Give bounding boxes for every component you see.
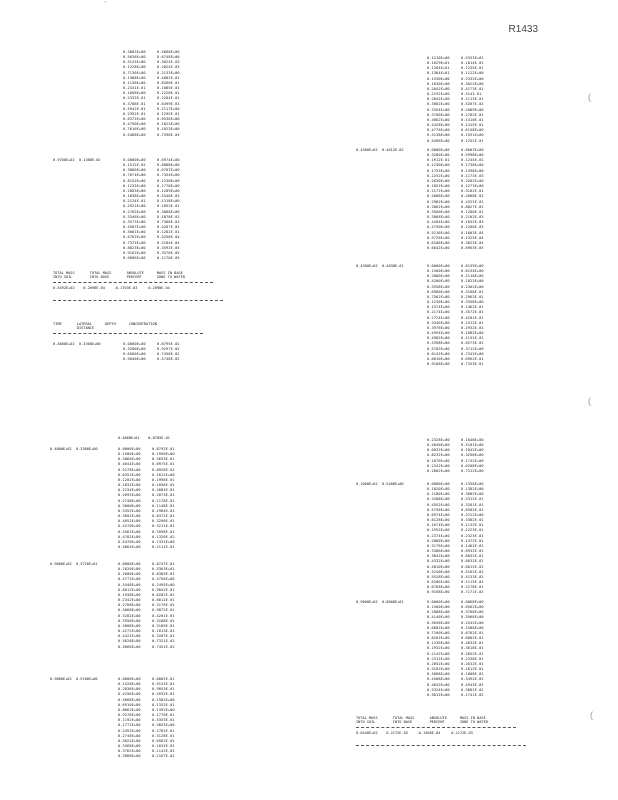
row-label: 0.4800E+02 0.3300E+00 [53, 342, 101, 346]
divider [356, 727, 516, 728]
margin-mark: ( [590, 710, 593, 720]
margin-mark: ( [588, 92, 591, 102]
row-label: 0.9800E+02 0.3720E+01 [50, 562, 98, 566]
value-column: 0.8795E-02 0.9297E-02 0.7456E-02 0.5748E-02 [157, 342, 180, 362]
row-label: 0.4868E+01 0.8785E-01 [118, 436, 170, 440]
row-label: 0.9700E+02 0.1388E-02 [53, 158, 101, 162]
value-column: 0.0000E+00 0.1500E+00 0.3860E+00 0.4644E+00 0.5278E+00 0.6352E+00 0.1202E+00 0.1832E+00 0.2234E+00 0.2692E+00 0.2748E+00 0.3000E+00 0.3352E+00 0.3602E+00 0.4052E+00 0.4270E+00 0.4562E+00 0.4782E+00 0.5476E+00 0.5664E+00 [118, 447, 141, 549]
row-label: 0.9800E+02 0.5100E+00 [50, 677, 98, 681]
summary-headers: TOTAL MASS TOTAL MASS ABSOLUTE MASS IN BASE INTO SOIL INTO BASE PERCENT ZONE TO WATER [53, 271, 185, 280]
row-label: 0.4300E+02 0.4838E-01 [356, 264, 404, 268]
row-label: 0.4300E+02 0.4612E-02 [356, 148, 404, 152]
divider [53, 333, 203, 334]
value-column: 0.2328E+00 0.4040E+00 0.6032E+00 0.8232E+00 0.1870E+00 0.2342E+00 0.2802E+00 [427, 438, 450, 473]
value-column: 0.5666E+00 0.6748E+00 0.3024E-03 0.2824E-03 0.2133E+00 0.4082E-01 0.8260E-01 0.1085E-01 0.1228E-01 0.2204E-01 0.6499E-01 0.2117E+00 0.1295E-01 0.6536E+00 0.1823E+00 0.1023E+00 0.7396E-04 [157, 50, 180, 137]
page-id: R1433 [508, 24, 538, 35]
divider [53, 300, 223, 301]
value-column: 0.8792E-01 0.1956E+00 0.3653E-01 0.8975E-01 0.8926E-01 0.2012E+00 0.1998E-01 0.1058E-01 0.4884E-01 0.2073E-01 0.1178E-01 0.1148E-01 0.1984E-01 0.8472E-01 0.3298E-01 0.3211E-01 0.3998E-01 0.1326E-02 0.7431E+00 0.2111E-01 [152, 447, 175, 549]
value-column: 0.8747E-01 0.5363E+01 0.8389E-01 0.4756E+00 0.2495E+00 0.9842E-01 0.8282E-02 0.6012E-01 0.3176E-01 0.9872E-01 0.4201E-01 0.3188E-01 0.3189E-01 0.1813E-01 0.3287E-01 0.7321E-02 0.7451E-02 [152, 562, 175, 649]
value-column: 0.1358E+00 0.1382E+00 0.3082E+00 0.5312E-01 0.3281E-01 0.6502E-02 0.3722E+00 0.3382E-01 0.1132E-01 0.1223E-01 0.2323E-01 0.1472E-01 0.1462E-01 0.6932E-01 0.6832E-01 0.6632E-02 0.6012E-02 0.5162E-02 0.5133E-02 0.1115E-01 0.2178E-01 0.7171E-02 [461, 482, 484, 595]
value-column: 0.3882E+00 0.5636E+00 0.3125E+00 0.1228E+00 0.7136E+00 0.1368E+00 0.1136E+00 0.2341E-01 0.1056E+00 0.2332E-01 0.3788E-01 0.5942E-01 0.2392E-01 0.6372E+00 0.4790E+00 0.7616E+00 0.5468E+00 [123, 50, 146, 137]
summary-values: 0.5492E+02 0.2098E-04 -0.1703E-03 0.2098E-04 [53, 286, 170, 290]
summary-headers: TOTAL MASS TOTAL MASS ABSOLUTE MASS IN BASE INTO SOIL INTO BASE PERCENT ZONE TO WATER [356, 716, 488, 725]
value-column: 0.6139E+00 0.6154E+00 0.2118E+00 0.1823E+00 0.2302E+00 0.3108E-01 0.2963E-01 0.3358E+00 0.1462E-01 0.3572E-01 0.4201E-01 0.1512E-01 0.2932E-01 0.1682E+00 0.1152E-01 0.6573E-02 0.3712E+00 0.7342E+00 0.6962E-01 0.7353E-01 [461, 264, 484, 366]
row-label: 0.9000E+02 0.8000E+01 [356, 600, 404, 604]
value-column: 0.1048E+00 0.5101E+00 0.1042E+00 0.3258E+00 0.1742E+00 0.6208E+00 0.7312E+00 [461, 438, 484, 473]
summary-values: 0.6448E+02 0.2172E-03 -0.1460E-04 0.2172E-03 [356, 731, 473, 735]
table-headers: TIME LATERAL DEPTH CONCENTRATION DISTANCE [53, 322, 157, 331]
value-column: 0.0000E+00 0.1620E+00 0.2600E+00 0.4772E+00 0.5448E+00 0.6012E+00 0.1938E+00 0.2342E+00 0.2768E+00 0.3068E+00 0.3282E+00 0.3550E+00 0.3688E+00 0.4272E+00 0.4422E+00 0.5028E+00 0.5666E+00 [118, 562, 141, 649]
margin-mark: ( [588, 396, 591, 406]
divider [356, 745, 526, 746]
value-column: 0.0000E+00 0.3280E+00 0.6560E+00 0.9840E+00 [123, 342, 146, 362]
value-column: 0.0000E+00 0.1500E+00 0.2088E+00 0.4140E+00 0.5658E+00 0.6602E+00 0.7100E+00 0.8202E+00 0.1236E+00 0.1932E+00 0.2142E+00 0.2312E+00 0.2652E+00 0.3102E+00 0.3668E+00 0.4508E+00 0.4842E+00 0.5324E+00 0.5812E+00 [427, 600, 450, 697]
value-column: 0.0000E+00 0.3280E+00 0.1912E-01 0.1230E+00 0.1753E+00 0.2252E+00 0.2630E+00 0.1852E+00 0.2172E+00 0.2688E+00 0.2982E+00 0.3062E+00 0.3560E+00 0.3868E+00 0.4284E+00 0.4750E+00 0.5216E+00 0.5726E+00 0.6186E+00 0.6642E+00 [427, 148, 450, 250]
tick-mark: ` [104, 0, 107, 10]
value-column: 0.0000E+00 0.1500E+00 0.2880E+00 0.4200E+00 0.5558E+00 0.6900E+00 0.7562E+00 0.1230E+00 0.1574E+00 0.2174E+00 0.2724E+00 0.3346E+00 0.3976E+00 0.4594E+00 0.4982E+00 0.5398E+00 0.5702E+00 0.6142E+00 0.6810E+00 0.9168E+00 [427, 264, 450, 366]
value-column: 0.6868E+00 0.6562E+00 0.3760E+00 0.3566E+00 0.2542E+00 0.1588E+00 0.6762E-01 0.6002E-01 0.4832E-01 0.3618E-01 0.2652E-01 0.2338E-01 0.2632E-01 0.1612E-01 0.1808E-01 0.3492E-02 0.4943E-02 0.3882E-02 0.1741E-02 [461, 600, 484, 697]
row-label: 0.1000E+02 0.5400E+00 [356, 482, 404, 486]
value-column: 0.1210E+00 0.1629E+01 0.1264E+01 0.1384E+01 0.1530E+00 0.1630E+00 0.2042E+00 0.2192E+00 0.2642E+00 0.3002E+00 0.3354E+00 0.3700E+00 0.4062E+00 0.4428E+00 0.4776E+00 0.5138E+00 0.5496E+00 [427, 56, 450, 143]
value-column: 0.8802E-01 0.9132E-01 0.9853E-01 0.4932E-01 0.1502E+00 0.1332E-01 0.1392E+00 0.1770E-01 0.5353E-01 0.3853E+00 0.1762E-01 0.3128E-01 0.6562E-01 0.1032E-01 0.1142E-02 0.1167E-02 [152, 677, 175, 759]
row-label: 0.4800E+02 0.3300E+00 [50, 447, 98, 451]
value-column: 0.0000E+00 0.1512E-02 0.3880E+00 0.7074E+00 0.8152E+00 0.1233E+00 0.2683E+00 0.1838E+00 0.2134E-01 0.2922E+00 0.2762E+00 0.3346E+00 0.3573E+00 0.4587E+00 0.5001E+00 0.6762E+00 0.7372E+00 0.8023E+00 0.9162E+00 0.9686E+00 [123, 158, 146, 260]
value-column: 0.0000E+00 0.1520E+00 0.2836E+00 0.4256E+00 0.5668E+00 0.6910E+00 0.8062E+00 0.9276E+00 0.1192E+00 0.1772E+00 0.2492E+00 0.2746E+00 0.3022E+00 0.3368E+00 0.3762E+00 0.3968E+00 [118, 677, 141, 759]
value-column: 0.0000E+00 0.1020E+00 0.2180E+00 0.3288E+00 0.4552E+00 0.5756E+00 0.6974E+00 0.8128E+00 0.1674E+00 0.1952E+00 0.2374E+00 0.2886E+00 0.3176E+00 0.3386E+00 0.3842E+00 0.4332E+00 0.4810E+00 0.5240E+00 0.5528E+00 0.6206E+00 0.6768E+00 0.9168E+00 [427, 482, 450, 595]
divider [53, 282, 213, 283]
value-column: 0.6974E+00 0.6888E+00 0.6767E+00 0.7354E+00 0.1230E+00 0.1776E+00 0.1289E+00 0.5346E-03 0.1318E+00 0.1852E-01 0.3088E+00 0.1878E-02 0.7368E-02 0.3287E-02 0.1282E-01 0.5258E-04 0.3184E-04 0.3592E-05 0.3576E-05 0.1170E-05 [157, 158, 180, 260]
value-column: 0.6003E+00 0.5998E+00 0.1244E-01 0.1738E+00 0.1398E+00 0.1173E-03 0.3282E+00 0.1273E+00 0.3102E-01 0.2688E-02 0.4322E-01 0.8827E-02 0.1280E-01 0.2102E-03 0.1032E-03 0.1206E-03 0.1003E-04 0.1325E-04 0.3023E-04 0.6963E-05 [461, 148, 484, 250]
value-column: 0.4333E+01 0.1814E-01 0.1235E-01 0.1122E+00 0.2332E+00 0.3022E+00 0.4173E-01 0.3143-01 0.1113E-01 0.5207E-02 0.2089E+00 0.2702E-02 0.1410E-01 0.1415E-01 0.6158E+00 0.1551E+00 0.1252E-01 [461, 56, 484, 143]
